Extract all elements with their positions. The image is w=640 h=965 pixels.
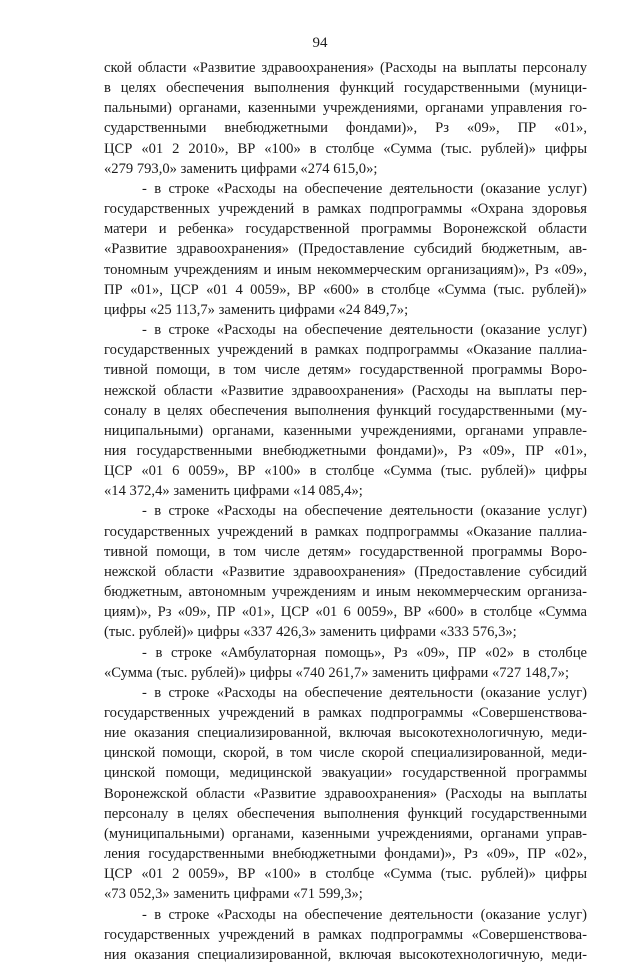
text-line: матери и ребенка» государственной программы Воронежской области: [104, 221, 587, 238]
text-line: «14 372,4» заменить цифрами «14 085,4»;: [104, 483, 363, 500]
text-line: Воронежской области «Развитие здравоохранения» (Расходы на выплаты: [104, 785, 587, 802]
paragraph: [104, 683, 587, 905]
text-line: ниципальными) органами, казенными учреждениями, органами управле-: [104, 422, 587, 439]
text-line: ния государственными внебюджетными фондами)», Рз «09», ПР «01»,: [104, 442, 587, 459]
paragraph: [104, 905, 587, 965]
text-line: «73 052,3» заменить цифрами «71 599,3»;: [104, 886, 363, 903]
text-line: ния оказания специализированной, включая высокотехнологичную, меди-: [104, 946, 587, 963]
text-line: - в строке «Расходы на обеспечение деятельности (оказание услуг): [142, 180, 587, 197]
text-line: тивной помощи, в том числе детям» государственной программы Воро-: [104, 362, 587, 379]
text-line: - в строке «Расходы на обеспечение деятельности (оказание услуг): [142, 503, 587, 520]
text-line: циям)», Рз «09», ПР «01», ЦСР «01 6 0059», ВР «600» в столбце «Сумма: [104, 604, 587, 621]
paragraph: [104, 58, 587, 179]
text-line: «Сумма (тыс. рублей)» цифры «740 261,7» заменить цифрами «727 148,7»;: [104, 664, 569, 681]
text-line: цифры «25 113,7» заменить цифрами «24 849,7»;: [104, 301, 409, 318]
text-line: сударственными внебюджетными фондами)», Рз «09», ПР «01»,: [104, 120, 587, 137]
text-line: государственных учреждений в рамках подпрограммы «Совершенствова-: [104, 926, 587, 943]
text-line: государственных учреждений в рамках подпрограммы «Оказание паллиа-: [104, 523, 587, 540]
paragraph: [104, 501, 587, 642]
text-line: цинской помощи, скорой, в том числе скорой специализированной, меди-: [104, 745, 587, 762]
text-line: нежской области «Развитие здравоохранения» (Расходы на выплаты пер-: [104, 382, 587, 399]
text-line: пальными) органами, казенными учреждениями, органами управления го-: [104, 100, 587, 117]
text-line: бюджетным, автономным учреждениям и иным некоммерческим организа-: [104, 584, 587, 601]
text-line: ние оказания специализированной, включая высокотехнологичную, меди-: [104, 725, 587, 742]
text-line: ЦСР «01 2 0059», ВР «100» в столбце «Сумма (тыс. рублей)» цифры: [104, 866, 587, 883]
text-line: цинской помощи, медицинской эвакуации» государственной программы: [104, 765, 587, 782]
text-line: государственных учреждений в рамках подпрограммы «Оказание паллиа-: [104, 342, 587, 359]
text-line: - в строке «Расходы на обеспечение деятельности (оказание услуг): [142, 684, 587, 701]
page-number: 94: [312, 35, 328, 51]
text-line: тономным учреждениям и иным некоммерческим организациям)», Рз «09»,: [104, 261, 587, 278]
paragraph: [104, 320, 587, 501]
text-line: государственных учреждений в рамках подпрограммы «Совершенствова-: [104, 705, 587, 721]
text-line: ской области «Развитие здравоохранения» (Расходы на выплаты персоналу: [104, 60, 587, 76]
text-line: - в строке «Расходы на обеспечение деятельности (оказание услуг): [142, 906, 587, 923]
paragraph: [104, 179, 587, 320]
text-line: - в строке «Амбулаторная помощь», Рз «09», ПР «02» в столбце: [142, 644, 587, 661]
text-line: ЦСР «01 6 0059», ВР «100» в столбце «Сумма (тыс. рублей)» цифры: [104, 463, 587, 480]
text-line: ЦСР «01 2 2010», ВР «100» в столбце «Сумма (тыс. рублей)» цифры: [104, 140, 587, 157]
text-line: тивной помощи, в том числе детям» государственной программы Воро-: [104, 543, 587, 560]
text-line: «279 793,0» заменить цифрами «274 615,0»;: [104, 160, 378, 177]
text-line: - в строке «Расходы на обеспечение деятельности (оказание услуг): [142, 322, 587, 339]
text-line: нежской области «Развитие здравоохранения» (Предоставление субсидий: [104, 563, 587, 580]
text-line: в целях обеспечения выполнения функций государственными (муници-: [104, 80, 587, 97]
text-line: (тыс. рублей)» цифры «337 426,3» заменить цифрами «333 576,3»;: [104, 624, 517, 641]
document-body: [104, 58, 587, 965]
text-line: ления государственными внебюджетными фондами)», Рз «09», ПР «02»,: [104, 846, 587, 863]
text-line: ПР «01», ЦСР «01 4 0059», ВР «600» в столбце «Сумма (тыс. рублей)»: [104, 281, 587, 298]
text-line: государственных учреждений в рамках подпрограммы «Охрана здоровья: [104, 201, 587, 218]
text-line: персоналу в целях обеспечения выполнения функций государственными: [104, 805, 587, 822]
text-line: соналу в целях обеспечения выполнения функций государственными (му-: [104, 402, 587, 419]
text-line: «Развитие здравоохранения» (Предоставление субсидий бюджетным, ав-: [104, 241, 587, 258]
text-line: (муниципальными) органами, казенными учреждениями, органами управ-: [104, 825, 587, 842]
paragraph: [104, 643, 587, 683]
